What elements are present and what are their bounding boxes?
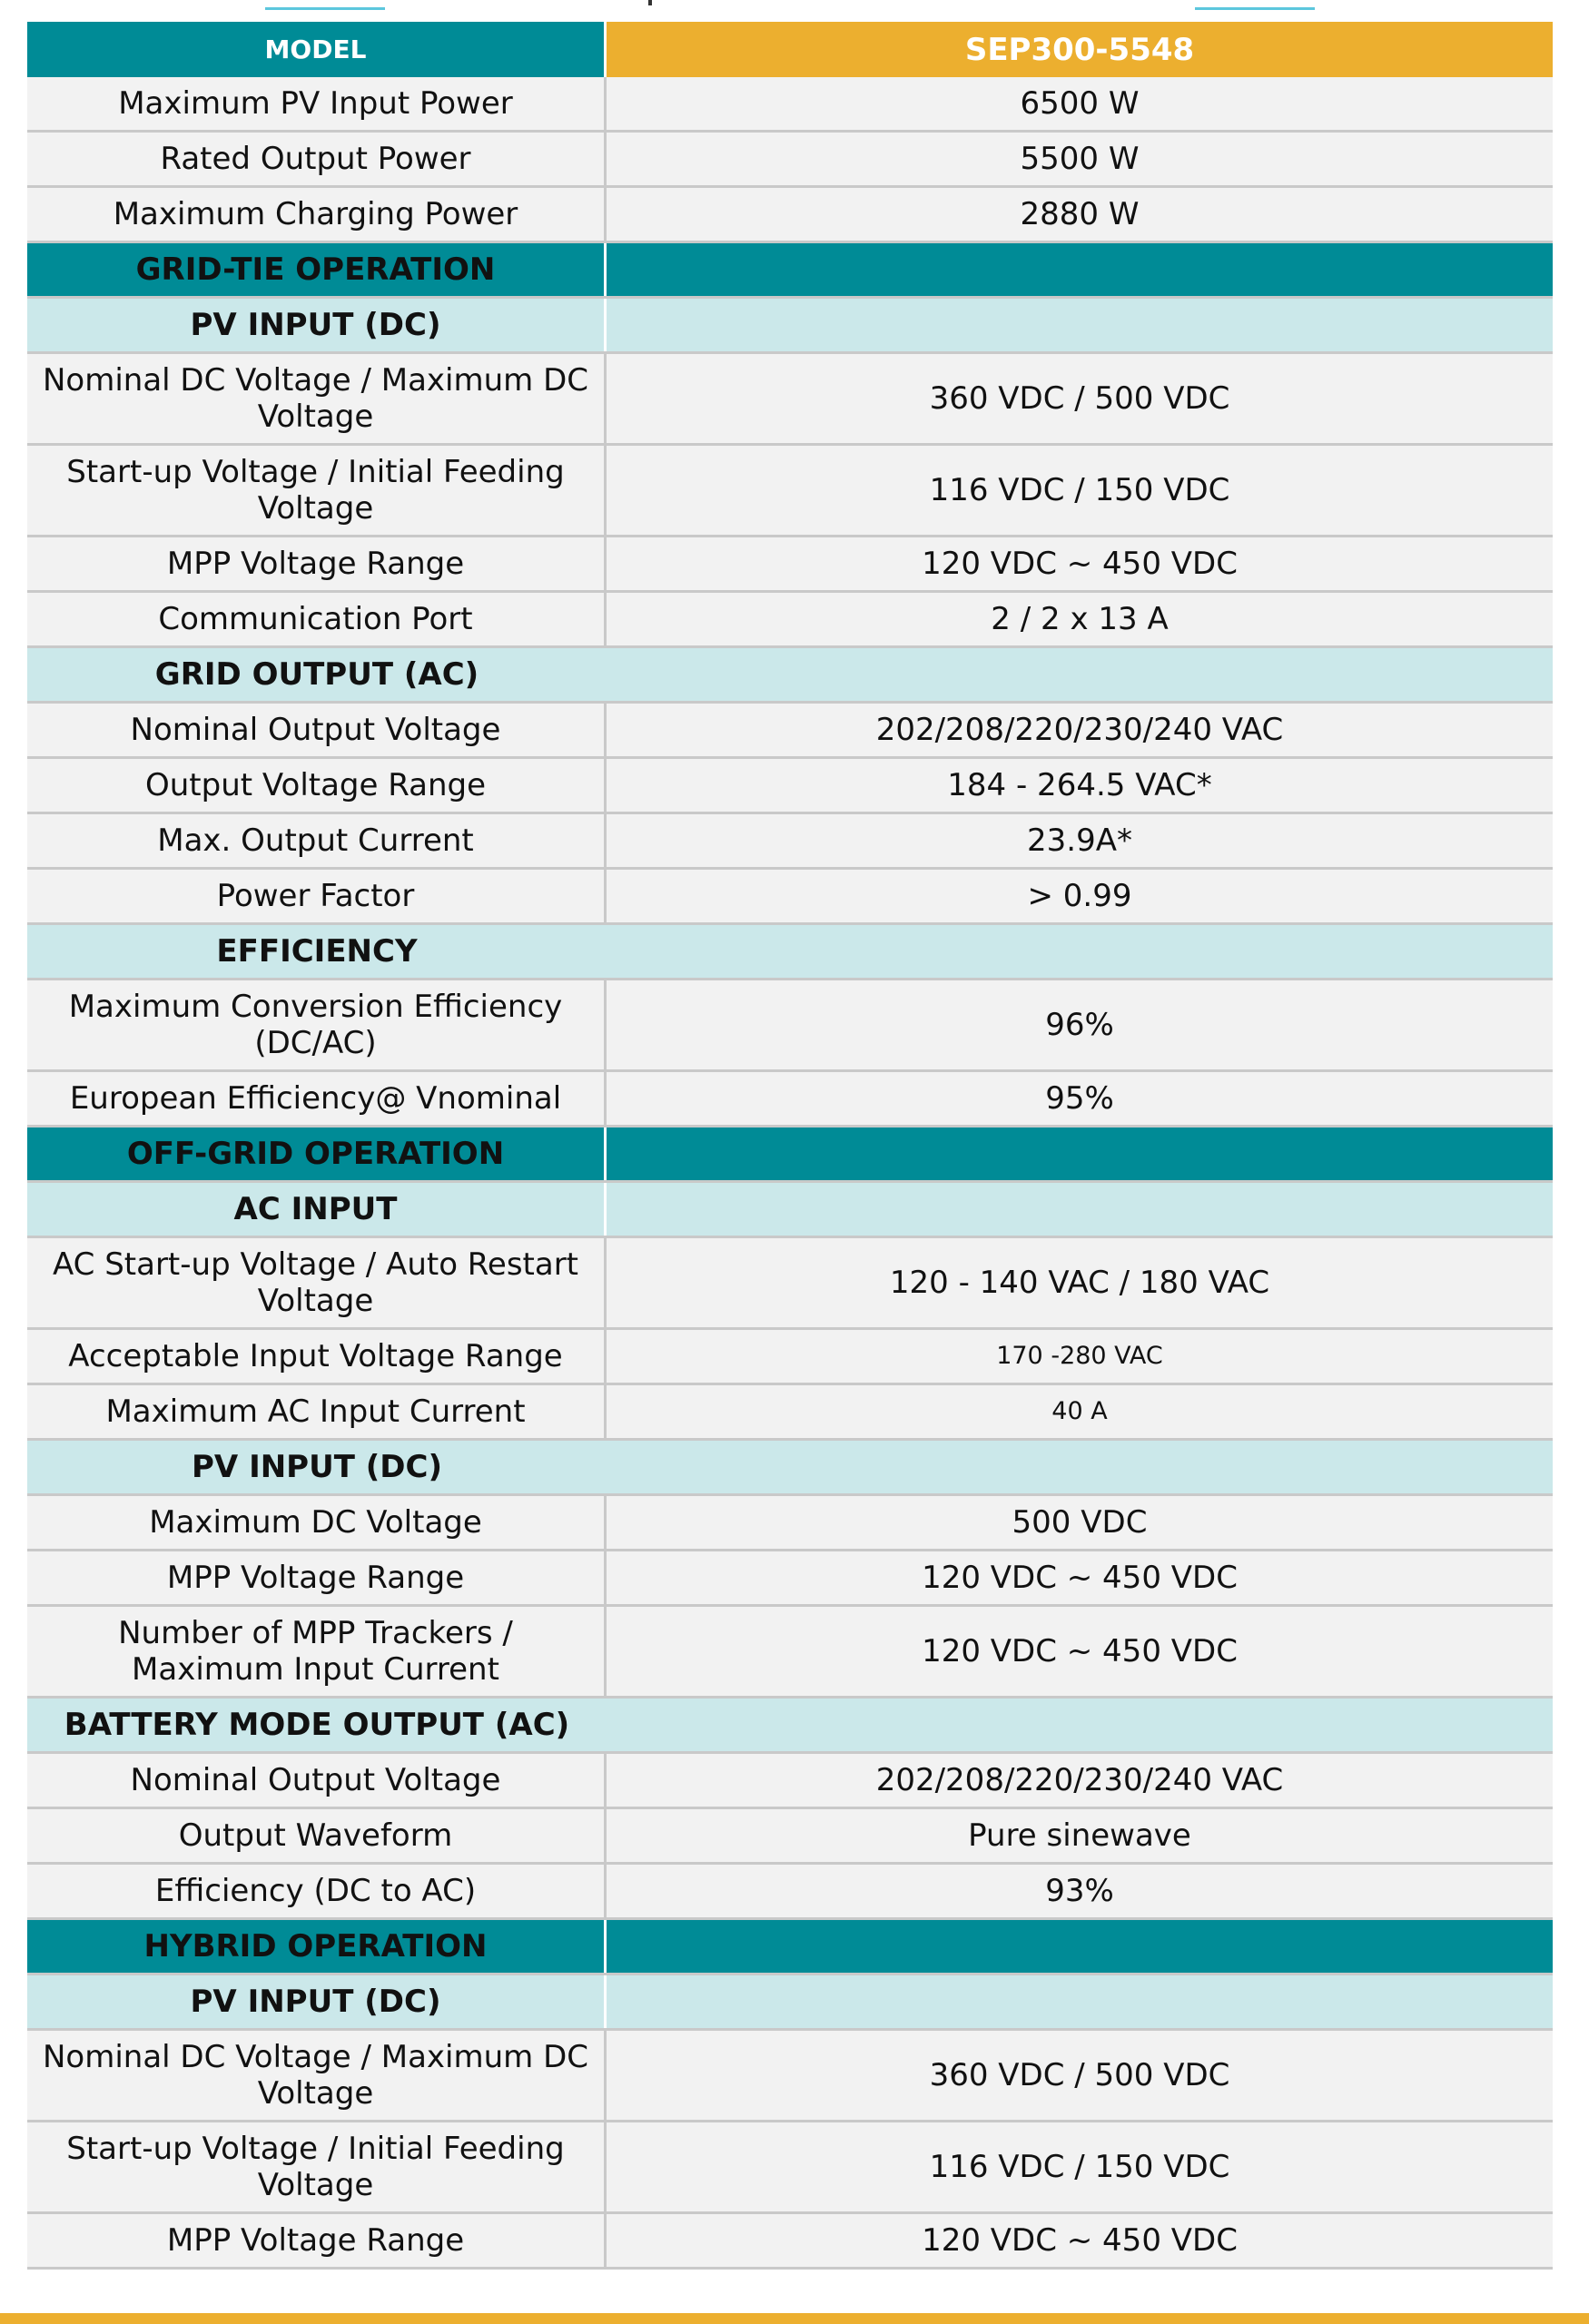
model-value: SEP300-5548 bbox=[607, 22, 1553, 77]
spec-value-text: 170 -280 VAC bbox=[996, 1342, 1163, 1370]
spec-value: 116 VDC / 150 VDC bbox=[929, 472, 1230, 508]
spec-row bbox=[27, 1551, 1553, 1607]
subsection-header-row bbox=[27, 1183, 1553, 1238]
spec-label: Maximum DC Voltage bbox=[27, 1496, 607, 1549]
spec-label: MPP Voltage Range bbox=[27, 537, 607, 590]
spec-label: Nominal Output Voltage bbox=[27, 1754, 607, 1807]
spec-row bbox=[27, 980, 1553, 1072]
spec-label: Maximum PV Input Power bbox=[27, 77, 607, 130]
spec-value: 360 VDC / 500 VDC bbox=[929, 2057, 1230, 2093]
spec-label: Max. Output Current bbox=[27, 814, 607, 867]
section-blank bbox=[607, 1128, 1553, 1180]
spec-row bbox=[27, 188, 1553, 243]
section-header-row bbox=[27, 1128, 1553, 1183]
spec-row bbox=[27, 354, 1553, 446]
section-title: GRID-TIE OPERATION bbox=[27, 243, 607, 296]
spec-label: Acceptable Input Voltage Range bbox=[27, 1330, 607, 1383]
spec-label: Maximum Conversion Efficiency (DC/AC) bbox=[27, 980, 607, 1069]
spec-value: 2880 W bbox=[1020, 196, 1140, 232]
spec-value: 120 - 140 VAC / 180 VAC bbox=[889, 1265, 1270, 1301]
spec-table bbox=[27, 22, 1553, 2270]
spec-row bbox=[27, 77, 1553, 133]
section-blank bbox=[607, 243, 1553, 296]
spec-value: 6500 W bbox=[1020, 85, 1140, 122]
subsection-header-row bbox=[27, 299, 1553, 354]
spec-row bbox=[27, 446, 1553, 537]
spec-value: 360 VDC / 500 VDC bbox=[929, 380, 1230, 417]
spec-label: Start-up Voltage / Initial Feeding Voltage bbox=[27, 2122, 607, 2211]
spec-label: MPP Voltage Range bbox=[27, 2214, 607, 2267]
spec-value: 202/208/220/230/240 VAC bbox=[875, 712, 1284, 748]
spec-label: Maximum Charging Power bbox=[27, 188, 607, 241]
spec-row bbox=[27, 1865, 1553, 1920]
header-accent-line-left bbox=[265, 7, 385, 10]
subsection-blank bbox=[607, 1441, 1553, 1493]
spec-label: Communication Port bbox=[27, 593, 607, 645]
spec-value: Pure sinewave bbox=[968, 1817, 1191, 1854]
spec-label: MPP Voltage Range bbox=[27, 1551, 607, 1604]
spec-label: Efficiency (DC to AC) bbox=[27, 1865, 607, 1917]
spec-row bbox=[27, 759, 1553, 814]
spec-value-text: 40 A bbox=[1051, 1397, 1108, 1425]
subsection-blank bbox=[607, 1183, 1553, 1236]
spec-row bbox=[27, 133, 1553, 188]
subsection-blank bbox=[607, 925, 1553, 978]
spec-label: AC Start-up Voltage / Auto Restart Voltage bbox=[27, 1238, 607, 1327]
header-text-fragment bbox=[648, 0, 652, 5]
spec-row bbox=[27, 1238, 1553, 1330]
spec-value: 2 / 2 x 13 A bbox=[991, 601, 1169, 637]
spec-row bbox=[27, 593, 1553, 648]
spec-label: Output Waveform bbox=[27, 1809, 607, 1862]
subsection-blank bbox=[607, 648, 1553, 701]
spec-row bbox=[27, 870, 1553, 925]
section-header-row bbox=[27, 243, 1553, 299]
spec-value: 23.9A* bbox=[1027, 822, 1132, 859]
spec-value: 116 VDC / 150 VDC bbox=[929, 2149, 1230, 2185]
spec-row bbox=[27, 1330, 1553, 1385]
header-accent-line-right bbox=[1195, 7, 1315, 10]
subsection-header-row bbox=[27, 1441, 1553, 1496]
spec-label: Start-up Voltage / Initial Feeding Voltage bbox=[27, 446, 607, 535]
model-label: MODEL bbox=[27, 22, 607, 77]
spec-row bbox=[27, 2031, 1553, 2122]
subsection-title: PV INPUT (DC) bbox=[192, 1449, 442, 1485]
spec-value: 120 VDC ~ 450 VDC bbox=[922, 1633, 1238, 1669]
section-header-row bbox=[27, 1920, 1553, 1975]
subsection-title: EFFICIENCY bbox=[216, 933, 418, 970]
subsection-header-row bbox=[27, 925, 1553, 980]
spec-label: Maximum AC Input Current bbox=[27, 1385, 607, 1438]
subsection-header-row bbox=[27, 1975, 1553, 2031]
spec-label: European Efficiency@ Vnominal bbox=[27, 1072, 607, 1125]
spec-value: 93% bbox=[1045, 1873, 1114, 1909]
spec-value bbox=[607, 1330, 1553, 1383]
spec-row bbox=[27, 1809, 1553, 1865]
spec-value: > 0.99 bbox=[1027, 878, 1132, 914]
spec-row bbox=[27, 1072, 1553, 1128]
spec-value: 184 - 264.5 VAC* bbox=[947, 767, 1212, 803]
spec-row bbox=[27, 2122, 1553, 2214]
section-title: HYBRID OPERATION bbox=[27, 1920, 607, 1973]
spec-label: Nominal Output Voltage bbox=[27, 704, 607, 756]
subsection-header-row bbox=[27, 648, 1553, 704]
spec-value: 95% bbox=[1045, 1080, 1114, 1117]
spec-row bbox=[27, 704, 1553, 759]
spec-row bbox=[27, 537, 1553, 593]
spec-row bbox=[27, 1385, 1553, 1441]
spec-row bbox=[27, 1754, 1553, 1809]
spec-row bbox=[27, 814, 1553, 870]
subsection-blank bbox=[607, 1699, 1553, 1751]
spec-label: Rated Output Power bbox=[27, 133, 607, 185]
subsection-header-row bbox=[27, 1699, 1553, 1754]
spec-value: 500 VDC bbox=[1012, 1504, 1148, 1541]
spec-value: 202/208/220/230/240 VAC bbox=[875, 1762, 1284, 1798]
spec-label: Nominal DC Voltage / Maximum DC Voltage bbox=[27, 354, 607, 443]
spec-label: Power Factor bbox=[27, 870, 607, 922]
section-blank bbox=[607, 1920, 1553, 1973]
spec-value: 120 VDC ~ 450 VDC bbox=[922, 2222, 1238, 2259]
spec-value: 5500 W bbox=[1020, 141, 1140, 177]
spec-row bbox=[27, 2214, 1553, 2270]
subsection-title: BATTERY MODE OUTPUT (AC) bbox=[64, 1707, 570, 1743]
spec-value bbox=[607, 1385, 1553, 1438]
subsection-title: GRID OUTPUT (AC) bbox=[154, 656, 479, 693]
footer-accent-bar bbox=[0, 2313, 1589, 2324]
subsection-title: PV INPUT (DC) bbox=[27, 299, 607, 351]
spec-value: 120 VDC ~ 450 VDC bbox=[922, 1560, 1238, 1596]
subsection-title: AC INPUT bbox=[27, 1183, 607, 1236]
spec-value: 96% bbox=[1045, 1007, 1114, 1043]
subsection-blank bbox=[607, 299, 1553, 351]
spec-label: Number of MPP Trackers / Maximum Input Current bbox=[27, 1607, 607, 1696]
spec-row bbox=[27, 1496, 1553, 1551]
spec-label: Output Voltage Range bbox=[27, 759, 607, 812]
spec-value: 120 VDC ~ 450 VDC bbox=[922, 546, 1238, 582]
model-row bbox=[27, 22, 1553, 77]
subsection-title: PV INPUT (DC) bbox=[27, 1975, 607, 2028]
subsection-blank bbox=[607, 1975, 1553, 2028]
spec-row bbox=[27, 1607, 1553, 1699]
spec-label: Nominal DC Voltage / Maximum DC Voltage bbox=[27, 2031, 607, 2120]
section-title: OFF-GRID OPERATION bbox=[27, 1128, 607, 1180]
